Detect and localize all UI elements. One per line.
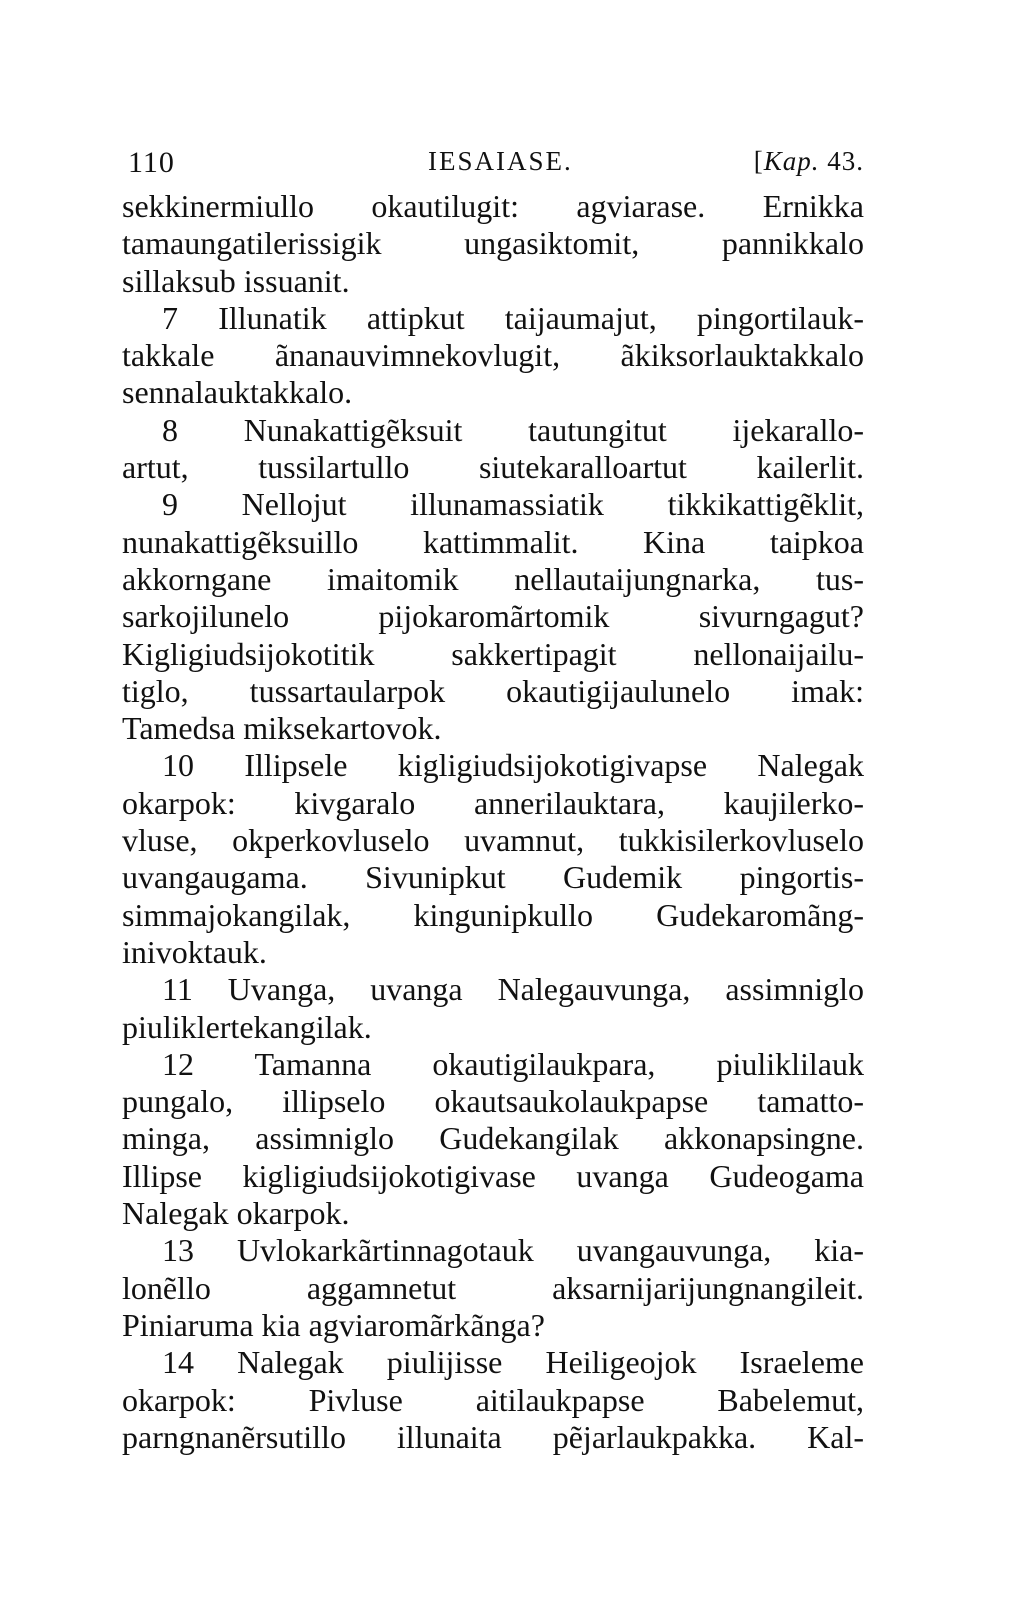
text-line: takkale ãnanauvimnekovlugit, ãkiksorlauktakkalo <box>122 337 864 374</box>
text-line: piuliklertekangilak. <box>122 1008 372 1045</box>
text-line: vluse, okperkovluselo uvamnut, tukkisilerkovluselo <box>122 822 864 859</box>
text-line: sarkojilunelo pijokaromãrtomik sivurngagut? <box>122 598 864 635</box>
verse-13: 13 Uvlokarkãrtinnagotauk uvangauvunga, kia- <box>162 1232 864 1269</box>
text-line: nunakattigẽksuillo kattimmalit. Kina taipkoa <box>122 523 864 560</box>
running-head <box>122 140 864 188</box>
verse-7: 7 Illunatik attipkut taijaumajut, pingortilauk- <box>162 299 864 336</box>
text-line: artut, tussilartullo siutekaralloartut kailerlit. <box>122 449 864 486</box>
text-line: simmajokangilak, kingunipkullo Gudekaromãng- <box>122 896 864 933</box>
chapter-bracket: [ <box>753 146 764 176</box>
text-line: okarpok: Pivluse aitilaukpapse Babelemut, <box>122 1381 864 1418</box>
text-line: sillaksub issuanit. <box>122 262 350 299</box>
text-line: Nalegak okarpok. <box>122 1195 350 1232</box>
verse-14: 14 Nalegak piulijisse Heiligeojok Israeleme <box>162 1344 864 1381</box>
chapter-number: 43. <box>827 146 864 176</box>
text-line: sennalauktakkalo. <box>122 374 353 411</box>
verse-11: 11 Uvanga, uvanga Nalegauvunga, assimniglo <box>162 971 864 1008</box>
verse-9: 9 Nellojut illunamassiatik tikkikattigẽklit, <box>162 486 864 523</box>
chapter-reference <box>754 146 864 177</box>
text-line: akkorngane imaitomik nellautaijungnarka, tus- <box>122 560 864 597</box>
text-line: tiglo, tussartaularpok okautigijaulunelo imak: <box>122 672 864 709</box>
verse-10: 10 Illipsele kigligiudsijokotigivapse Nalegak <box>162 747 864 784</box>
text-line: Kigligiudsijokotitik sakkertipagit nellonaijailu- <box>122 635 864 672</box>
verse-8: 8 Nunakattigẽksuit tautungitut ijekarallo- <box>162 411 864 448</box>
text-line: pungalo, illipselo okautsaukolaukpapse tamatto- <box>122 1083 864 1120</box>
text-line: minga, assimniglo Gudekangilak akkonapsingne. <box>122 1120 864 1157</box>
text-line: inivoktauk. <box>122 933 267 970</box>
text-line: okarpok: kivgaralo annerilauktara, kaujilerko- <box>122 784 864 821</box>
body-text <box>122 188 864 1456</box>
text-line: Piniaruma kia agviaromãrkãnga? <box>122 1306 545 1343</box>
book-page <box>122 140 864 1456</box>
running-title: IESAIASE. <box>428 146 573 176</box>
text-line: Tamedsa miksekartovok. <box>122 710 442 747</box>
text-line: lonẽllo aggamnetut aksarnijarijungnangileit. <box>122 1269 864 1306</box>
text-line: tamaungatilerissigik ungasiktomit, pannikkalo <box>122 225 864 262</box>
chapter-abbr: Kap. <box>763 146 820 176</box>
text-line: uvangaugama. Sivunipkut Gudemik pingortis- <box>122 859 864 896</box>
text-line: parngnanẽrsutillo illunaita pẽjarlaukpakka. Kal- <box>122 1418 864 1455</box>
page-number: 110 <box>128 146 175 179</box>
text-line: Illipse kigligiudsijokotigivase uvanga Gudeogama <box>122 1157 864 1194</box>
verse-12: 12 Tamanna okautigilaukpara, piuliklilauk <box>162 1045 864 1082</box>
text-line: sekkinermiullo okautilugit: agviarase. Ernikka <box>122 188 864 224</box>
